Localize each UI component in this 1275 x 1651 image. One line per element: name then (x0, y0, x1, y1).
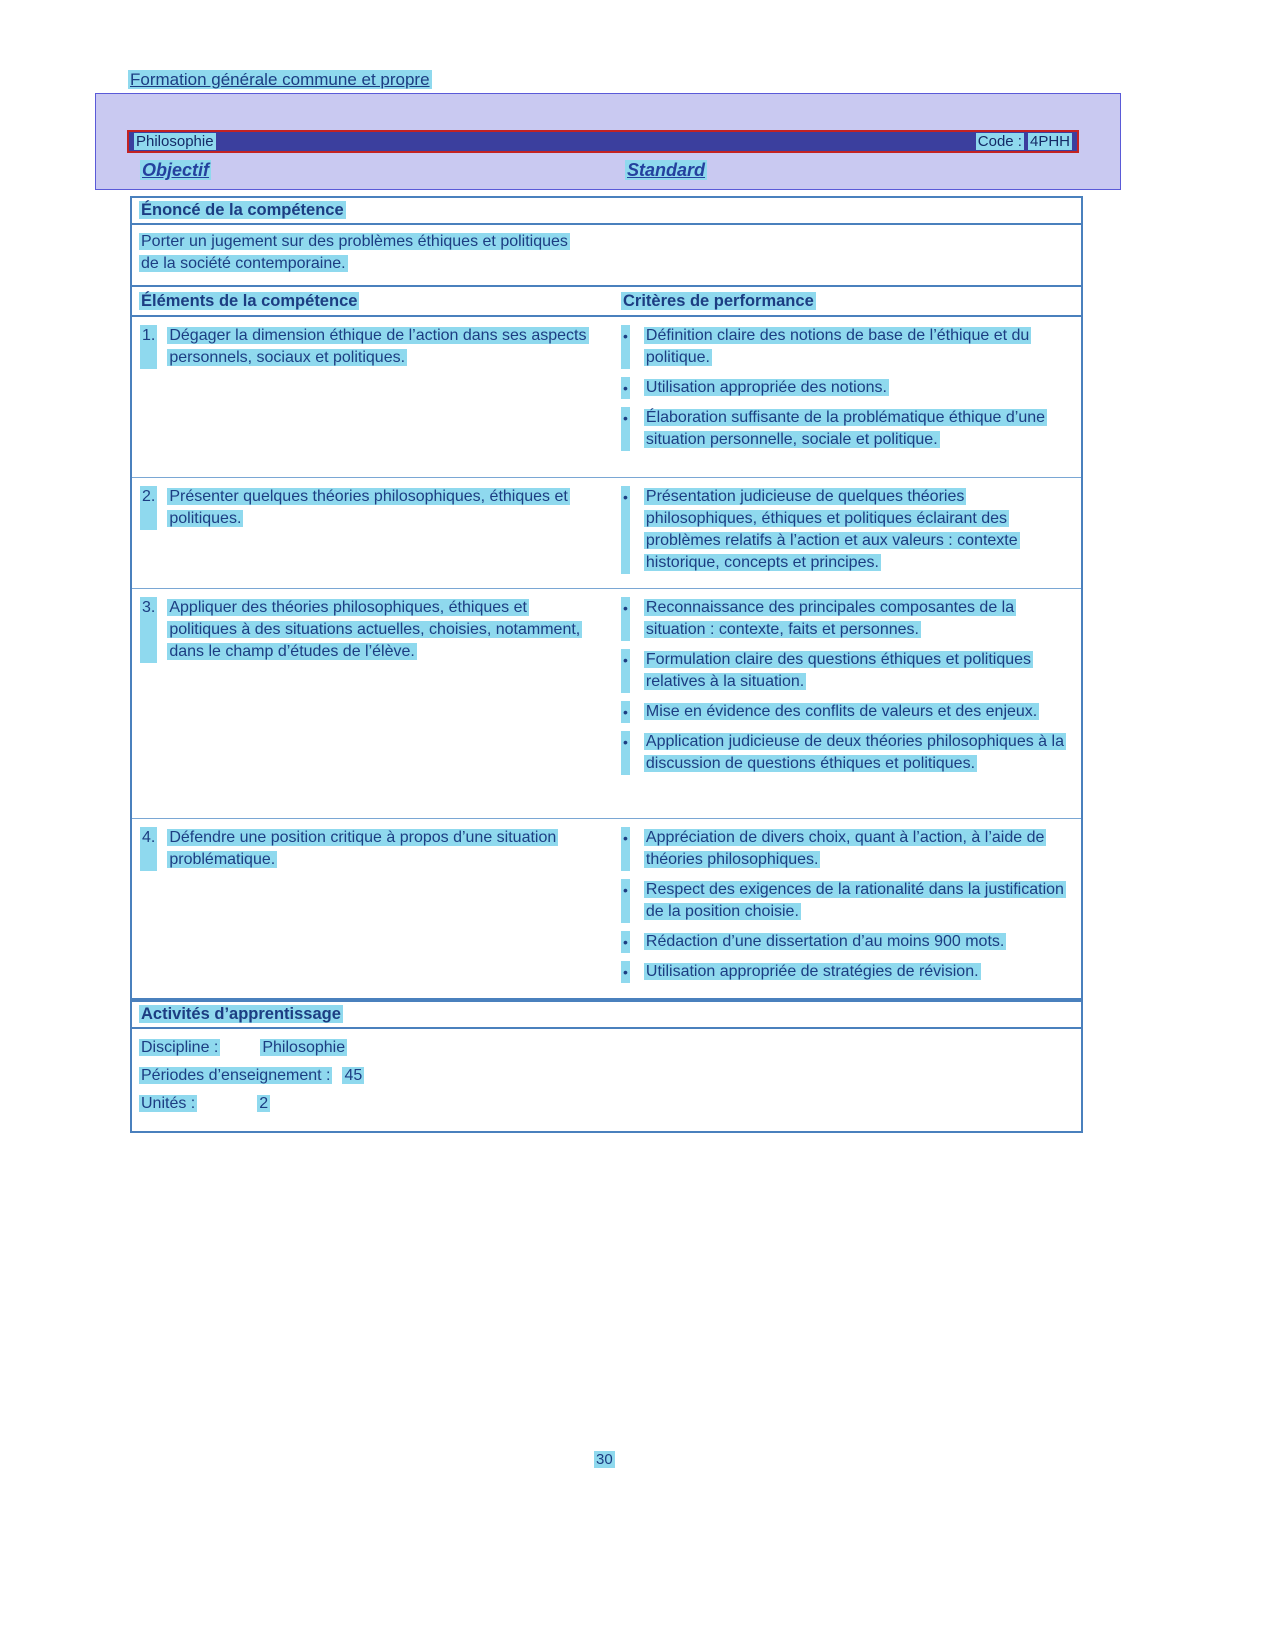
bullet-icon: • (621, 377, 630, 399)
objectif-heading: Objectif (142, 160, 210, 180)
unites-label: Unités : (141, 1095, 196, 1112)
bullet-icon: • (621, 931, 630, 953)
bullet-icon: • (621, 731, 630, 775)
col-header-criteres: Critères de performance (623, 292, 814, 310)
enonce-body-text: Porter un jugement sur des problèmes éthiques et politiques de la société contemporaine. (141, 233, 568, 272)
criterion-text: Respect des exigences de la rationalité dans la justification de la position choisie. (645, 881, 1064, 920)
bullet-icon: • (621, 649, 630, 693)
bullet-icon: • (621, 407, 630, 451)
table-row (132, 818, 1081, 998)
criterion-text: Reconnaissance des principales composantes de la situation : contexte, faits et personnes. (645, 599, 1015, 638)
standard-heading: Standard (627, 160, 706, 180)
criterion-text: Formulation claire des questions éthiques et politiques relatives à la situation. (645, 651, 1032, 690)
top-label (128, 70, 432, 90)
page-number: 30 (596, 1451, 613, 1468)
element-text: Appliquer des théories philosophiques, éthiques et politiques à des situations actuelles, choisies, notamment, dans le champ d’études de l’élève. (169, 599, 581, 660)
element-cell (132, 827, 614, 992)
criteria-list (614, 827, 1081, 992)
criterion-text: Présentation judicieuse de quelques théories philosophiques, éthiques et politiques éclairant des problèmes relatifs à l’action et aux valeurs : contexte historique, concepts et principes. (645, 488, 1018, 571)
bullet-icon: • (621, 827, 630, 871)
unites-value: 2 (259, 1095, 269, 1112)
element-text: Défendre une position critique à propos d’une situation problématique. (169, 829, 557, 868)
criterion-item (621, 879, 1073, 923)
criterion-item (621, 931, 1073, 953)
unites-line (139, 1093, 1074, 1115)
criteria-list (614, 597, 1081, 812)
element-text: Dégager la dimension éthique de l’action dans ses aspects personnels, sociaux et politiques. (169, 327, 587, 366)
discipline-label: Discipline : (141, 1039, 219, 1056)
course-code-label: Code : (977, 133, 1022, 150)
bullet-icon: • (621, 325, 630, 369)
bullet-icon: • (621, 701, 630, 723)
criterion-item (621, 597, 1073, 641)
criterion-text: Mise en évidence des conflits de valeurs et des enjeux. (645, 703, 1038, 720)
criterion-text: Rédaction d’une dissertation d’au moins 900 mots. (645, 933, 1005, 950)
criterion-item (621, 407, 1073, 451)
element-text: Présenter quelques théories philosophiques, éthiques et politiques. (169, 488, 568, 527)
activites-heading: Activités d’apprentissage (132, 1002, 1081, 1029)
table-row (132, 588, 1081, 818)
criteria-list (614, 325, 1081, 471)
row-number: 2. (140, 486, 157, 530)
course-title: Philosophie (136, 133, 214, 150)
table-header (132, 287, 1081, 317)
criterion-item (621, 377, 1073, 399)
header-overlay (95, 93, 1121, 190)
criterion-item (621, 961, 1073, 983)
activites-section (130, 1000, 1083, 1133)
periodes-line (139, 1065, 1074, 1087)
criterion-text: Utilisation appropriée des notions. (645, 379, 887, 396)
criterion-item (621, 649, 1073, 693)
criterion-item (621, 827, 1073, 871)
enonce-body (132, 225, 1081, 285)
bullet-icon: • (621, 486, 630, 574)
bullet-icon: • (621, 597, 630, 641)
criterion-text: Application judicieuse de deux théories philosophiques à la discussion de questions éthiques et politiques. (645, 733, 1064, 772)
element-cell (132, 486, 614, 582)
element-cell (132, 325, 614, 471)
criterion-text: Élaboration suffisante de la problématique éthique d’une situation personnelle, sociale et politique. (645, 409, 1046, 448)
enonce-heading: Énoncé de la compétence (132, 198, 1081, 225)
row-number: 4. (140, 827, 157, 871)
activites-body (132, 1029, 1081, 1131)
criterion-item (621, 701, 1073, 723)
col-header-elements: Éléments de la compétence (141, 292, 358, 310)
periodes-label: Périodes d’enseignement : (141, 1067, 331, 1084)
criterion-text: Appréciation de divers choix, quant à l’action, à l’aide de théories philosophiques. (645, 829, 1045, 868)
criterion-item (621, 325, 1073, 369)
table-row (132, 317, 1081, 477)
criterion-item (621, 486, 1073, 574)
criterion-text: Utilisation appropriée de stratégies de révision. (645, 963, 979, 980)
row-number: 1. (140, 325, 157, 369)
table-row (132, 477, 1081, 588)
bullet-icon: • (621, 961, 630, 983)
criterion-item (621, 731, 1073, 775)
top-label-text: Formation générale commune et propre (130, 70, 430, 89)
enonce-section (130, 196, 1083, 287)
title-bar (127, 130, 1079, 153)
criterion-text: Définition claire des notions de base de l’éthique et du politique. (645, 327, 1030, 366)
competence-table (130, 285, 1083, 1000)
row-number: 3. (140, 597, 157, 663)
course-code-value: 4PHH (1029, 133, 1070, 150)
periodes-value: 45 (344, 1067, 363, 1084)
criteria-list (614, 486, 1081, 582)
discipline-value: Philosophie (262, 1039, 346, 1056)
bullet-icon: • (621, 879, 630, 923)
element-cell (132, 597, 614, 812)
discipline-line (139, 1037, 1074, 1059)
course-code (976, 133, 1072, 150)
